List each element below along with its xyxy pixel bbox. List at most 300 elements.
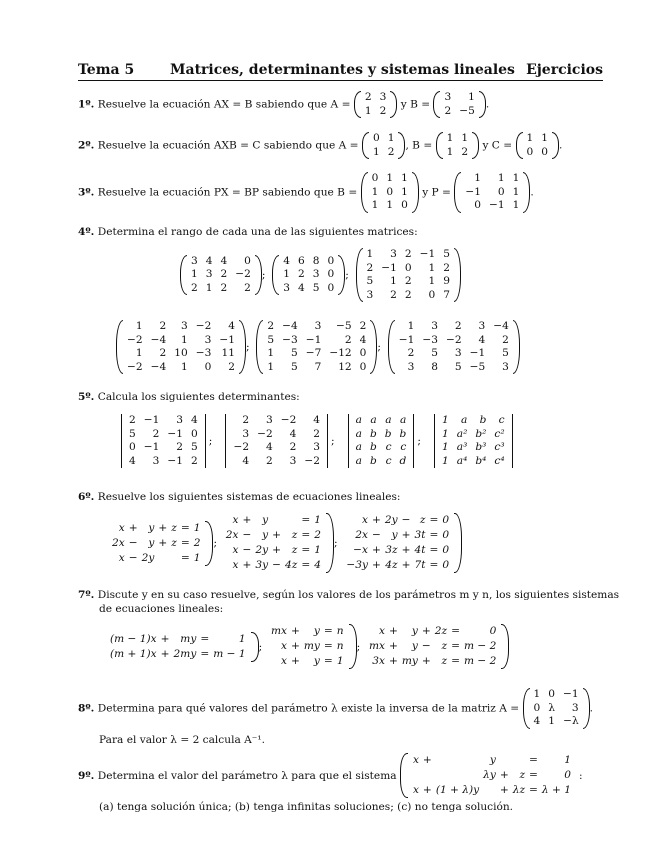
equation-term: x	[118, 551, 125, 564]
matrix-cell: 1	[364, 104, 372, 117]
left-paren	[361, 172, 368, 213]
matrix-cell: −1	[398, 333, 415, 346]
exercise-2	[78, 132, 562, 159]
equation-term	[511, 753, 527, 768]
equation-term: +	[421, 625, 431, 637]
matrix-cell: −1	[465, 185, 481, 198]
equation	[108, 632, 248, 647]
matrix-cell: 3	[205, 268, 213, 281]
right-paren	[552, 132, 559, 159]
header-rule	[78, 80, 603, 81]
matrix-cell: 2	[313, 427, 320, 440]
exercise-5	[78, 390, 300, 404]
equation-term: y	[313, 655, 320, 667]
equation	[110, 551, 202, 566]
matrix-cell: 2	[191, 281, 198, 294]
matrix-cell: 1	[372, 145, 380, 158]
matrix-cell: 3	[454, 347, 462, 359]
matrix-cell: 3	[242, 427, 250, 440]
equation-term: z	[171, 521, 177, 534]
equation-term: x	[412, 754, 419, 766]
matrix-entries	[438, 414, 509, 468]
left-paren	[388, 320, 395, 374]
matrix-1	[180, 255, 262, 296]
equation-term: =	[529, 754, 538, 766]
matrix-cell: c	[385, 441, 392, 453]
equation-term: x	[280, 640, 287, 652]
right-brace	[326, 513, 334, 573]
matrix-cell: 1	[205, 281, 213, 294]
equation-term: m − 2	[464, 640, 497, 652]
matrix-cell: −2	[127, 333, 143, 346]
system-1	[108, 632, 259, 662]
equation-term: 2x	[355, 529, 368, 541]
right-brace	[251, 632, 259, 662]
right-paren	[583, 688, 590, 729]
equation-term: 2y	[384, 514, 398, 526]
matrix-cell: 1	[428, 261, 436, 274]
matrix-cell: 1	[442, 454, 449, 467]
matrix-cell: a	[355, 427, 362, 440]
matrix-A	[523, 688, 590, 729]
equation-term: 2my	[173, 647, 197, 660]
matrix-cell: 4	[191, 414, 198, 426]
matrix-cell: 4	[283, 254, 290, 267]
matrix-cell: 0	[428, 288, 436, 301]
matrix-cell: 1	[428, 275, 436, 287]
equation-term: +	[421, 655, 431, 667]
matrix-cell: 1	[267, 360, 275, 373]
exercise-4	[78, 225, 418, 239]
exercise-3	[78, 172, 534, 213]
equation-term: =	[200, 632, 210, 645]
system-equations	[110, 521, 202, 566]
equation-term: λz	[512, 784, 526, 796]
matrix-cell: 1	[401, 172, 408, 184]
matrix-cell: 3	[313, 441, 320, 453]
matrix-entries	[279, 255, 338, 296]
equation-term: λy	[483, 769, 496, 781]
separator: ;	[213, 537, 218, 549]
matrix-cell: 5	[290, 347, 298, 359]
matrix-cell: 1	[442, 414, 449, 426]
matrix-cell: 2	[461, 145, 469, 158]
period: .	[485, 98, 490, 111]
matrix-entries	[125, 414, 202, 468]
left-bar	[225, 414, 226, 468]
equation	[344, 543, 451, 558]
exercise-text: Resuelve la ecuación AXB = C sabiendo que A =	[97, 139, 359, 152]
equation-term	[169, 551, 179, 566]
matrix-cell: 2	[220, 281, 228, 294]
equation-term: x	[232, 544, 239, 556]
matrix-cell: a	[400, 414, 407, 426]
matrix-cell: 1	[283, 268, 290, 281]
matrix-cell: 2	[220, 268, 228, 281]
matrix-entries	[363, 248, 455, 302]
equation-term: +	[290, 655, 300, 667]
matrix-cell: 3	[176, 414, 183, 426]
matrix-entries	[229, 414, 324, 468]
separator: ;	[334, 537, 338, 549]
right-paren	[513, 320, 520, 374]
matrix-entries	[187, 255, 255, 296]
matrix-cell: 3	[431, 320, 438, 332]
matrix-cell: 1	[180, 333, 188, 346]
matrix-cell: 2	[242, 414, 250, 426]
matrix-cell: 1	[497, 172, 505, 184]
matrix-cell: 1	[446, 145, 454, 158]
right-bar	[413, 414, 414, 468]
exercise-text: (a) tenga solución única; (b) tenga infinitas soluciones; (c) no tenga solución.	[99, 801, 514, 813]
matrix-cell: 7	[314, 360, 322, 373]
matrix-cell: 1	[267, 347, 275, 359]
matrix-cell: −1	[381, 261, 397, 274]
matrix-cell: 0	[541, 145, 549, 158]
matrix-cell: 2	[159, 320, 167, 332]
header-section: Ejercicios	[526, 62, 603, 78]
matrix-cell: a	[370, 414, 377, 426]
exercise-text: Calcula los siguientes determinantes:	[97, 391, 300, 403]
matrix-cell: 3	[312, 268, 320, 281]
matrix-cell: 1	[135, 320, 143, 332]
matrix-cell: 1	[548, 715, 556, 727]
equation-term: =	[451, 655, 460, 667]
matrix-cell: 3	[379, 91, 387, 103]
matrix-cell: 2	[228, 360, 235, 373]
matrix-5	[256, 320, 377, 374]
matrix-entries	[530, 688, 583, 729]
matrix-cell: 2	[404, 248, 412, 260]
equation-term: x	[361, 514, 368, 526]
matrix-cell: 3	[407, 360, 415, 373]
equation-term: −x	[353, 544, 368, 556]
exercise-text: Resuelve la ecuación PX = BP sabiendo que B =	[97, 186, 358, 199]
equation-term: =	[180, 536, 190, 549]
matrix-cell: 2	[379, 104, 387, 117]
matrix-cell: 0	[371, 172, 379, 184]
equation-term: +	[160, 632, 170, 645]
matrix-cell: 0	[404, 261, 412, 274]
system-3	[344, 513, 462, 573]
right-brace	[205, 521, 213, 566]
equation-term: y	[262, 529, 269, 541]
matrix-cell: 1	[407, 320, 415, 332]
matrix-cell: b	[384, 427, 392, 440]
matrix-cell: 1	[442, 427, 449, 440]
matrix-cell: 2	[390, 288, 397, 301]
matrix-cell: 2	[502, 333, 509, 346]
matrix-cell: 4	[242, 454, 250, 467]
exercise-8	[78, 688, 593, 729]
equation-term: +	[499, 784, 509, 796]
right-paren	[390, 91, 397, 118]
matrix-cell: 8	[431, 360, 438, 373]
matrix-cell: 1	[390, 275, 397, 287]
equation-term: =	[323, 640, 333, 652]
matrix-entries	[368, 172, 412, 213]
matrix-cell: 4	[265, 441, 273, 453]
equation-term: =	[451, 625, 460, 637]
matrix-cell: 3	[571, 701, 579, 714]
conjunction: y B =	[400, 98, 431, 111]
equation-term: 1	[193, 551, 201, 564]
systems-row	[110, 513, 462, 573]
conjunction: y P =	[422, 186, 451, 199]
matrix-cell: 1	[512, 199, 520, 211]
equation	[224, 543, 323, 558]
exercise-number: 6º.	[78, 491, 95, 503]
matrix-cell: 3	[314, 320, 322, 332]
equation-term: −	[401, 514, 411, 526]
matrix-cell: 0	[327, 268, 335, 281]
matrix-cell: 3	[265, 414, 273, 426]
matrix-cell: 2	[344, 333, 352, 346]
equation	[224, 513, 323, 528]
equation-term: +	[499, 769, 509, 781]
equation	[367, 654, 498, 669]
rank-matrices-row-2	[116, 320, 520, 374]
matrix-cell: a³	[456, 441, 468, 453]
system-equations	[108, 632, 248, 662]
matrix-cell: 2	[176, 441, 183, 453]
equation-term	[283, 513, 299, 528]
equation-term: =	[429, 529, 439, 541]
matrix-cell: 0	[204, 360, 212, 373]
matrix-entries	[461, 172, 523, 213]
matrix-cell: 5	[312, 281, 320, 294]
equation-term: 4	[314, 559, 321, 571]
equation-term: x	[280, 655, 287, 667]
left-bar	[348, 414, 349, 468]
equation-term: m − 2	[464, 655, 497, 667]
determinant-1	[118, 414, 209, 468]
equation-term: +	[422, 784, 432, 796]
equation-term: +	[128, 521, 138, 534]
equation-term: 1	[314, 544, 321, 556]
header-topic: Tema 5	[78, 62, 135, 78]
equation-term: 1	[564, 754, 571, 766]
matrix-cell: 1	[533, 688, 541, 700]
matrix-cell: 3	[444, 91, 452, 103]
equation-term: 0	[564, 769, 571, 781]
exercise-number: 7º.	[78, 589, 95, 601]
matrix-entries	[523, 132, 553, 159]
matrix-cell: 2	[407, 347, 415, 359]
equation-term: 4t	[414, 544, 426, 556]
matrix-cell: −5	[459, 104, 475, 117]
matrix-cell: b⁴	[475, 454, 487, 467]
equation	[110, 536, 202, 551]
equation-term: =	[429, 544, 439, 556]
system-1	[110, 521, 213, 566]
matrix-cell: 7	[443, 288, 451, 301]
system-equations	[344, 513, 451, 573]
equation	[269, 639, 346, 654]
equation-term: x	[378, 625, 385, 637]
matrix-entries	[369, 132, 399, 159]
matrix-cell: −2	[257, 427, 273, 440]
right-bar	[327, 414, 328, 468]
exercise-7	[78, 588, 619, 616]
equation-term: z	[441, 640, 448, 652]
equation-term: +	[401, 559, 411, 571]
exercise-8-part-2	[99, 733, 265, 747]
equation-term: y	[148, 536, 155, 549]
right-brace	[454, 513, 462, 573]
matrix-cell: 5	[290, 360, 298, 373]
equation-term: 3x	[372, 655, 385, 667]
matrix-cell: −1	[143, 414, 160, 426]
equation-term	[156, 551, 169, 566]
matrix-cell: −1	[219, 333, 235, 346]
equation-term: 7t	[414, 559, 426, 571]
matrix-cell: −2	[280, 414, 297, 426]
matrix-cell: 1	[366, 248, 374, 260]
matrix-cell: −4	[150, 360, 167, 373]
equation-term	[434, 768, 481, 783]
matrix-cell: −2	[127, 360, 143, 373]
left-paren	[272, 255, 279, 296]
matrix-cell: 1	[180, 360, 188, 373]
equation-term: +	[160, 647, 170, 660]
matrix-cell: −2	[195, 320, 212, 332]
matrix-C	[516, 132, 563, 159]
matrix-cell: −1	[563, 688, 579, 700]
matrix-cell: 2	[244, 281, 251, 294]
equation-term: +	[290, 640, 300, 652]
exercise-text: Determina para qué valores del parámetro λ existe la inversa de la matriz A =	[97, 702, 520, 715]
equation-term: (m − 1)x	[110, 632, 157, 645]
matrix-cell: b	[479, 414, 487, 426]
equation	[411, 768, 573, 783]
matrix-cell: 3	[478, 320, 486, 332]
equation	[344, 513, 451, 528]
equation-term	[498, 753, 511, 768]
equation	[269, 624, 346, 639]
matrix-A	[354, 91, 398, 118]
equation-term: z	[419, 514, 426, 526]
equation	[224, 558, 323, 573]
right-paren	[454, 248, 461, 302]
exercise-text-line-2: de ecuaciones lineales:	[99, 603, 224, 615]
equation	[344, 528, 451, 543]
matrix-cell: 3	[366, 288, 374, 301]
left-paren	[516, 132, 523, 159]
left-paren	[116, 320, 123, 374]
matrix-cell: 2	[297, 268, 305, 281]
matrix-cell: b	[369, 441, 377, 453]
exercise-number: 3º.	[78, 186, 95, 199]
separator: ;	[377, 341, 381, 353]
system-equations	[224, 513, 323, 573]
determinant-3	[345, 414, 418, 468]
matrix-cell: 2	[444, 104, 452, 117]
equation-term: 0	[489, 625, 497, 637]
matrix-cell: a⁴	[456, 454, 468, 467]
matrix-cell: 5	[431, 347, 438, 359]
matrix-cell: 0	[526, 145, 534, 158]
matrix-entries	[361, 91, 391, 118]
matrix-cell: 3	[283, 281, 290, 294]
matrix-cell: 3	[152, 454, 160, 467]
equation-term: x	[232, 559, 239, 571]
matrix-cell: b³	[475, 441, 487, 453]
right-paren	[239, 320, 246, 374]
right-brace	[349, 624, 357, 669]
exercise-text: Resuelve la ecuación AX = B sabiendo que A =	[97, 98, 351, 111]
equation-term: y	[411, 640, 418, 652]
exercise-text: Determina el valor del parámetro λ para que el sistema	[97, 769, 397, 782]
exercise-number: 9º.	[78, 769, 95, 782]
matrix-cell: 4	[289, 427, 297, 440]
matrix-cell: 5	[191, 441, 198, 453]
matrix-cell: 2	[267, 320, 275, 332]
matrix-6	[388, 320, 520, 374]
matrix-entries	[263, 320, 370, 374]
matrix-cell: 2	[387, 145, 395, 158]
matrix-cell: c⁴	[494, 454, 505, 467]
matrix-cell: 1	[387, 132, 395, 144]
equation-term: =	[429, 514, 439, 526]
equation-term: +	[290, 625, 300, 637]
separator: ;	[345, 269, 349, 281]
matrix-B	[361, 172, 419, 213]
equation	[110, 521, 202, 536]
equation-term: −	[272, 559, 282, 571]
matrix-B	[433, 91, 485, 118]
matrix-cell: 2	[159, 347, 167, 359]
equation-term: 0	[442, 544, 450, 556]
left-paren	[523, 688, 530, 729]
matrix-cell: −2	[235, 268, 251, 281]
matrix-cell: 0	[327, 254, 335, 267]
equation-term: =	[180, 551, 190, 564]
equation-term: 2	[193, 536, 201, 549]
equation-term: x	[118, 521, 125, 534]
equation-term: n	[336, 625, 344, 637]
separator: ;	[245, 341, 250, 353]
left-paren	[362, 132, 369, 159]
matrix-cell: a	[355, 441, 362, 453]
matrix-cell: 1	[371, 185, 379, 198]
right-paren	[255, 255, 262, 296]
left-paren	[454, 172, 461, 213]
matrix-cell: 1	[401, 185, 408, 198]
matrix-cell: 0	[497, 185, 505, 198]
matrix-cell: −λ	[563, 715, 579, 727]
matrix-cell: −2	[233, 441, 250, 453]
matrix-cell: −7	[305, 347, 322, 359]
matrix-cell: 5	[502, 347, 509, 359]
matrix-cell: 0	[129, 441, 136, 453]
equation-term: 2	[314, 529, 321, 541]
exercise-9	[78, 753, 583, 798]
exercise-1	[78, 91, 489, 118]
equation-term: y	[411, 625, 418, 637]
rank-matrices-row-1	[180, 248, 461, 302]
equation-term: −	[128, 551, 138, 564]
matrix-cell: 1	[446, 132, 454, 144]
matrix-cell: 12	[338, 360, 352, 373]
equation	[367, 624, 498, 639]
equation-term: −	[421, 640, 431, 652]
equation-term: 1	[314, 514, 321, 526]
equation-term: my	[303, 640, 320, 652]
matrix-cell: 10	[174, 347, 188, 359]
matrix-cell: c²	[494, 427, 505, 440]
equation-term: +	[401, 529, 411, 541]
